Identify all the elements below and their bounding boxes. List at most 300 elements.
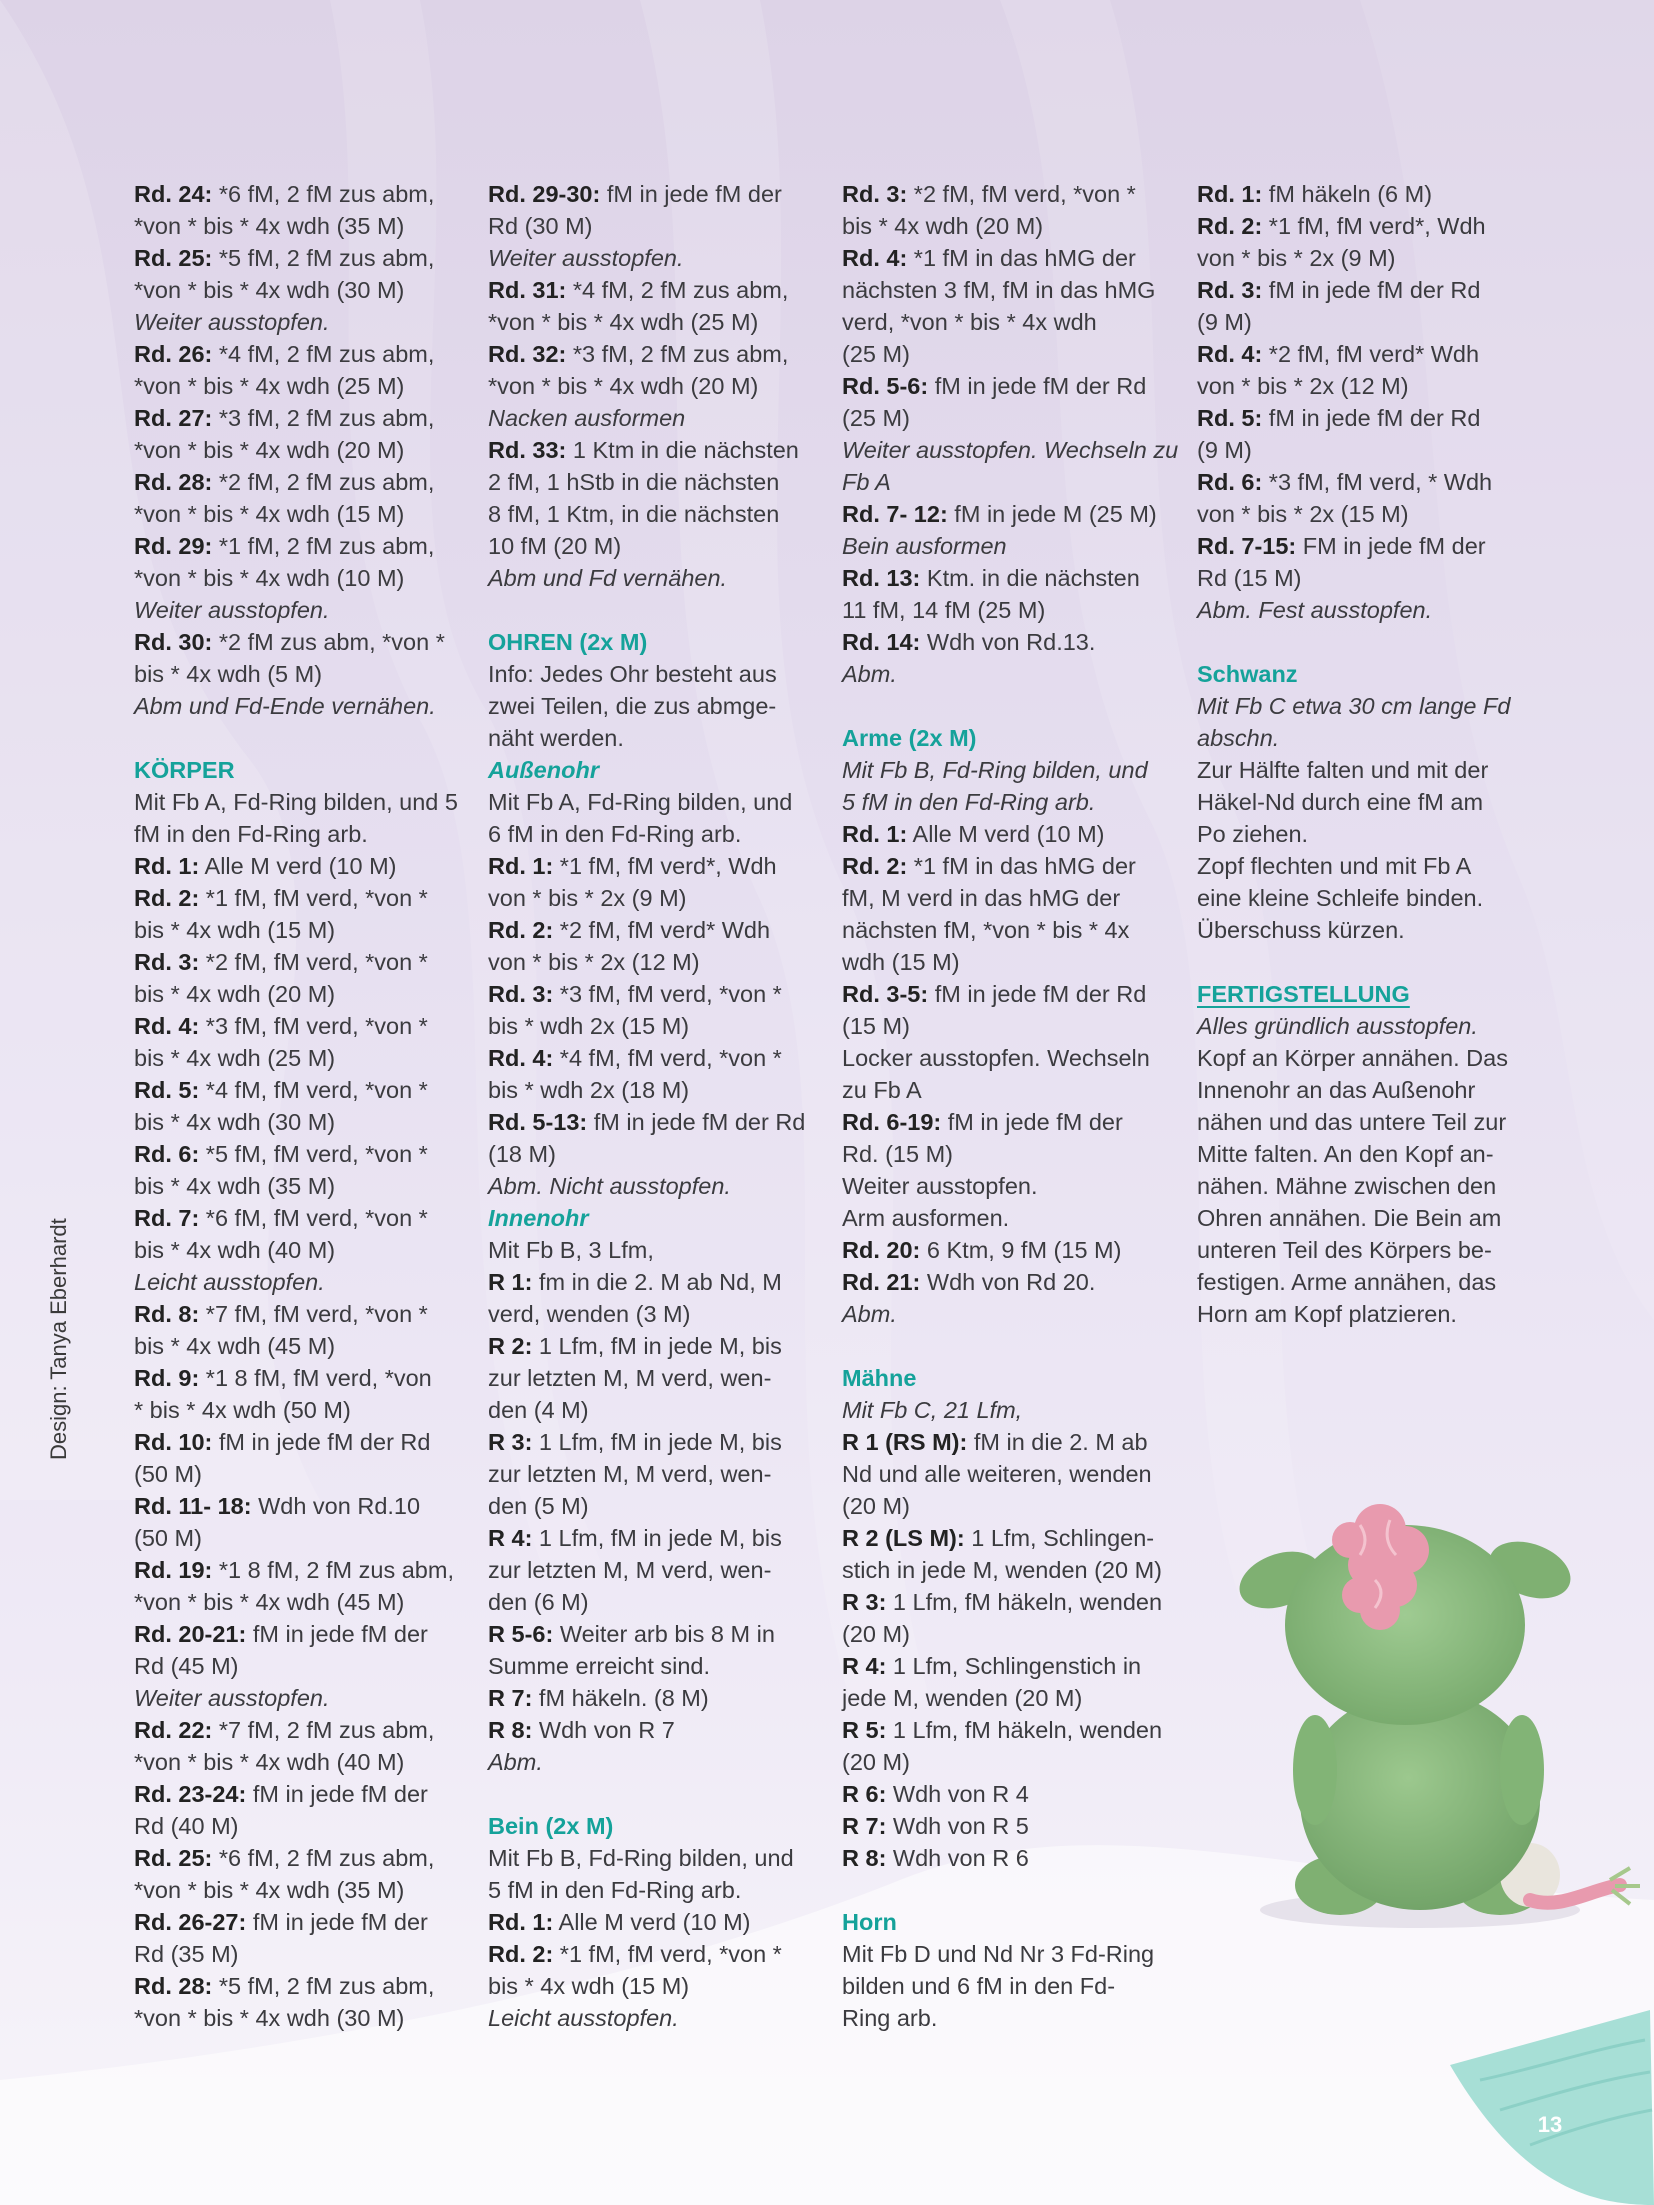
line-text: Weiter ausstopfen. [134,1685,330,1711]
line-text: von * bis * 2x (9 M) [488,885,687,911]
line-text: 1 Lfm, fM in jede M, bis [532,1525,782,1551]
line-text: bis * 4x wdh (5 M) [134,661,323,687]
line-text: Rd (35 M) [134,1941,239,1967]
round-label: Rd. 26: [134,341,213,367]
instruction-line [488,1074,820,1106]
instruction-line [842,1778,1174,1810]
line-text: zwei Teilen, die zus abmge- [488,693,777,719]
section-heading [842,1906,1174,1938]
line-text: abschn. [1197,725,1280,751]
line-text: *1 fM, fM verd*, Wdh [553,853,777,879]
line-text: Alles gründlich ausstopfen. [1197,1013,1478,1039]
line-text: *von * bis * 4x wdh (10 M) [134,565,405,591]
spacer [842,1874,1174,1906]
line-text: 5 fM in den Fd-Ring arb. [488,1877,742,1903]
instruction-line [134,434,466,466]
instruction-line [842,1810,1174,1842]
line-text: bis * 4x wdh (35 M) [134,1173,336,1199]
instruction-line [134,914,466,946]
instruction-line [842,1010,1174,1042]
round-label: Rd. 3: [488,981,554,1007]
instruction-line [134,2002,466,2034]
instruction-line [134,1714,466,1746]
instruction-line [842,818,1174,850]
instruction-column-3 [842,178,1179,2034]
round-label: R 3: [842,1589,887,1615]
line-text: den (5 M) [488,1493,589,1519]
line-text: 1 Ktm in die nächsten [566,437,799,463]
round-label: Rd. 23-24: [134,1781,247,1807]
instruction-line [1197,690,1529,722]
instruction-line [134,818,466,850]
instruction-line [1197,434,1529,466]
line-text: bilden und 6 fM in den Fd- [842,1973,1116,1999]
instruction-line [842,242,1174,274]
line-text: Nd und alle weiteren, wenden [842,1461,1152,1487]
line-text: Ring arb. [842,2005,938,2031]
instruction-line [134,210,466,242]
instruction-line [488,530,820,562]
section-heading [488,1810,820,1842]
instruction-line [134,402,466,434]
line-text: nähen und das untere Teil zur [1197,1109,1507,1135]
instruction-line [1197,850,1529,882]
instruction-line [842,1298,1174,1330]
instruction-line [1197,1234,1529,1266]
instruction-line [134,1010,466,1042]
line-text: bis * wdh 2x (18 M) [488,1077,690,1103]
line-text: fM in jede M (25 M) [947,501,1157,527]
line-text: Weiter arb bis 8 M in [553,1621,775,1647]
round-label: Rd. 2: [1197,213,1263,239]
instruction-line [1197,498,1529,530]
round-label: Rd. 1: [842,821,908,847]
line-text: *2 fM, fM verd* Wdh [553,917,771,943]
line-text: Wdh von R 4 [886,1781,1029,1807]
line-text: FM in jede fM der [1296,533,1486,559]
line-text: Abm. Fest ausstopfen. [1197,597,1433,623]
round-label: Rd. 3: [134,949,200,975]
line-text: *2 fM zus abm, *von * [212,629,445,655]
instruction-line [842,1970,1174,2002]
instruction-column-2 [488,178,820,2034]
line-text: 1 Lfm, fM in jede M, bis [532,1429,782,1455]
round-label: Rd. 26-27: [134,1909,247,1935]
instruction-line [842,466,1174,498]
round-label: Rd. 30: [134,629,213,655]
instruction-line [842,1746,1174,1778]
section-heading [1197,978,1529,1010]
line-text: von * bis * 2x (12 M) [488,949,700,975]
instruction-line [488,498,820,530]
instruction-line [1197,370,1529,402]
round-label: Rd. 7- 12: [842,501,948,527]
line-text: *4 fM, fM verd, *von * [553,1045,782,1071]
line-text: fM in jede fM der Rd [928,981,1147,1007]
line-text: Rd (45 M) [134,1653,239,1679]
line-text: Ktm. in die nächsten [920,565,1140,591]
instruction-line [134,1586,466,1618]
line-text: fM in die 2. M ab [967,1429,1148,1455]
line-text: Schwanz [1197,661,1298,687]
line-text: OHREN (2x M) [488,629,648,655]
section-heading [134,754,466,786]
round-label: Rd. 1: [488,1909,554,1935]
instruction-line [842,946,1174,978]
line-text: *7 fM, 2 fM zus abm, [212,1717,435,1743]
line-text: nähen. Mähne zwischen den [1197,1173,1497,1199]
line-text: *3 fM, fM verd, *von * [553,981,782,1007]
round-label: Rd. 19: [134,1557,213,1583]
round-label: Rd. 29-30: [488,181,601,207]
line-text: Rd (15 M) [1197,565,1302,591]
line-text: *2 fM, fM verd* Wdh [1262,341,1480,367]
instruction-line [488,946,820,978]
round-label: Rd. 8: [134,1301,200,1327]
line-text: Weiter ausstopfen. [134,597,330,623]
section-heading [488,1202,820,1234]
instruction-line [842,1618,1174,1650]
line-text: näht werden. [488,725,624,751]
line-text: Mit Fb D und Nd Nr 3 Fd-Ring [842,1941,1155,1967]
round-label: Rd. 7-15: [1197,533,1297,559]
line-text: (25 M) [842,341,910,367]
line-text: *von * bis * 4x wdh (15 M) [134,501,405,527]
instruction-line [134,1042,466,1074]
line-text: *1 8 fM, fM verd, *von [199,1365,432,1391]
instruction-line [1197,306,1529,338]
round-label: Rd. 25: [134,245,213,271]
instruction-line [842,1682,1174,1714]
instruction-line [1197,1298,1529,1330]
instruction-line [842,1202,1174,1234]
line-text: 1 Lfm, Schlingen- [964,1525,1155,1551]
instruction-line [1197,530,1529,562]
instruction-line [488,1426,820,1458]
instruction-line [842,1138,1174,1170]
line-text: 6 fM in den Fd-Ring arb. [488,821,742,847]
round-label: R 8: [842,1845,887,1871]
instruction-line [842,1458,1174,1490]
line-text: Innenohr [488,1205,589,1231]
line-text: Alle M verd (10 M) [199,853,397,879]
line-text: verd, wenden (3 M) [488,1301,691,1327]
instruction-line [488,1906,820,1938]
instruction-line [488,434,820,466]
instruction-line [1197,882,1529,914]
round-label: R 3: [488,1429,533,1455]
line-text: Häkel-Nd durch eine fM am [1197,789,1484,815]
line-text: fM in jede fM der Rd [928,373,1147,399]
instruction-line [842,1266,1174,1298]
round-label: Rd. 14: [842,629,921,655]
round-label: R 7: [842,1813,887,1839]
line-text: Mit Fb B, Fd-Ring bilden, und [488,1845,794,1871]
round-label: Rd. 5: [1197,405,1263,431]
instruction-line [134,1618,466,1650]
line-text: jede M, wenden (20 M) [842,1685,1083,1711]
round-label: Rd. 28: [134,469,213,495]
instruction-line [842,338,1174,370]
line-text: fM in jede fM der Rd [587,1109,806,1135]
line-text: *6 fM, fM verd, *von * [199,1205,428,1231]
line-text: Überschuss kürzen. [1197,917,1405,943]
instruction-line [1197,402,1529,434]
line-text: *7 fM, fM verd, *von * [199,1301,428,1327]
round-label: Rd. 2: [488,1941,554,1967]
instruction-line [488,274,820,306]
instruction-line [134,1778,466,1810]
instruction-line [1197,722,1529,754]
round-label: R 1 (RS M): [842,1429,968,1455]
instruction-line [1197,466,1529,498]
instruction-line [134,242,466,274]
round-label: Rd. 28: [134,1973,213,1999]
line-text: Po ziehen. [1197,821,1309,847]
instruction-line [1197,1202,1529,1234]
round-label: Rd. 4: [488,1045,554,1071]
line-text: 6 Ktm, 9 fM (15 M) [920,1237,1122,1263]
instruction-line [1197,594,1529,626]
instruction-line [134,1842,466,1874]
line-text: *von * bis * 4x wdh (25 M) [134,373,405,399]
instruction-line [842,658,1174,690]
instruction-line [488,1746,820,1778]
instruction-line [134,274,466,306]
line-text: *von * bis * 4x wdh (45 M) [134,1589,405,1615]
instruction-line [488,978,820,1010]
round-label: Rd. 4: [134,1013,200,1039]
instruction-line [488,466,820,498]
instruction-line [842,402,1174,434]
line-text: *6 fM, 2 fM zus abm, [212,181,435,207]
line-text: *6 fM, 2 fM zus abm, [212,1845,435,1871]
section-heading [842,722,1174,754]
round-label: Rd. 20: [842,1237,921,1263]
line-text: Wdh von Rd 20. [920,1269,1096,1295]
round-label: Rd. 6: [1197,469,1263,495]
instruction-line [488,1842,820,1874]
line-text: *von * bis * 4x wdh (30 M) [134,277,405,303]
line-text: (9 M) [1197,437,1252,463]
line-text: 1 Lfm, fM häkeln, wenden [886,1717,1163,1743]
line-text: 1 Lfm, Schlingenstich in [886,1653,1142,1679]
instruction-line [842,882,1174,914]
instruction-line [134,1746,466,1778]
line-text: *3 fM, 2 fM zus abm, [566,341,789,367]
instruction-line [134,1810,466,1842]
line-text: *1 fM in das hMG der [907,853,1136,879]
line-text: *1 fM, fM verd*, Wdh [1262,213,1486,239]
line-text: Weiter ausstopfen. [488,245,684,271]
line-text: fM häkeln. (8 M) [532,1685,709,1711]
line-text: fm in die 2. M ab Nd, M [532,1269,782,1295]
crochet-unicorn-photo [1230,1490,1650,1960]
line-text: (9 M) [1197,309,1252,335]
line-text: Wdh von R 5 [886,1813,1029,1839]
round-label: R 8: [488,1717,533,1743]
line-text: Zur Hälfte falten und mit der [1197,757,1489,783]
line-text: Wdh von Rd.13. [920,629,1096,655]
round-label: Rd. 25: [134,1845,213,1871]
instruction-line [134,466,466,498]
line-text: *5 fM, 2 fM zus abm, [212,1973,435,1999]
instruction-line [134,1906,466,1938]
line-text: *von * bis * 4x wdh (20 M) [134,437,405,463]
line-text: zur letzten M, M verd, wen- [488,1557,772,1583]
spacer [134,722,466,754]
round-label: Rd. 9: [134,1365,200,1391]
line-text: (18 M) [488,1141,556,1167]
instruction-line [134,594,466,626]
instruction-line [1197,1010,1529,1042]
line-text: Abm. [488,1749,543,1775]
line-text: fM in jede fM der [246,1621,428,1647]
instruction-line [134,1938,466,1970]
round-label: Rd. 13: [842,565,921,591]
round-label: Rd. 1: [134,853,200,879]
instruction-line [842,978,1174,1010]
instruction-line [134,306,466,338]
line-text: *3 fM, fM verd, *von * [199,1013,428,1039]
instruction-line [134,1170,466,1202]
line-text: 8 fM, 1 Ktm, in die nächsten [488,501,780,527]
line-text: zu Fb A [842,1077,922,1103]
instruction-line [134,946,466,978]
round-label: Rd. 5-13: [488,1109,588,1135]
instruction-line [134,1362,466,1394]
line-text: * bis * 4x wdh (50 M) [134,1397,351,1423]
instruction-line [488,1394,820,1426]
line-text: Nacken ausformen [488,405,686,431]
line-text: Mit Fb A, Fd-Ring bilden, und [488,789,793,815]
line-text: fM in jede fM der [600,181,782,207]
line-text: KÖRPER [134,757,235,783]
instruction-line [134,1490,466,1522]
instruction-line [842,2002,1174,2034]
instruction-column-4 [1197,178,1529,1330]
instruction-line [134,498,466,530]
instruction-line [842,178,1174,210]
instruction-line [134,1298,466,1330]
line-text: von * bis * 2x (9 M) [1197,245,1396,271]
instruction-line [842,754,1174,786]
instruction-line [1197,1170,1529,1202]
instruction-line [842,1490,1174,1522]
instruction-line [1197,1106,1529,1138]
instruction-line [1197,818,1529,850]
line-text: Weiter ausstopfen. [134,309,330,335]
instruction-line [134,562,466,594]
instruction-line [1197,786,1529,818]
instruction-line [134,1394,466,1426]
instruction-line [1197,1074,1529,1106]
instruction-line [1197,210,1529,242]
line-text: *2 fM, fM verd, *von * [199,949,428,975]
line-text: bis * 4x wdh (15 M) [134,917,336,943]
line-text: *2 fM, 2 fM zus abm, [212,469,435,495]
instruction-line [842,626,1174,658]
line-text: *5 fM, 2 fM zus abm, [212,245,435,271]
section-heading [488,754,820,786]
line-text: *von * bis * 4x wdh (35 M) [134,1877,405,1903]
instruction-line [842,1106,1174,1138]
instruction-line [134,370,466,402]
instruction-line [1197,1042,1529,1074]
round-label: Rd. 31: [488,277,567,303]
line-text: wdh (15 M) [842,949,960,975]
line-text: *4 fM, 2 fM zus abm, [212,341,435,367]
line-text: Ohren annähen. Die Bein am [1197,1205,1502,1231]
instruction-line [842,1170,1174,1202]
instruction-line [488,370,820,402]
line-text: Weiter ausstopfen. Wechseln zu [842,437,1179,463]
section-heading [842,1362,1174,1394]
round-label: R 2 (LS M): [842,1525,965,1551]
instruction-line [488,1362,820,1394]
instruction-line [842,1426,1174,1458]
line-text: *1 8 fM, 2 fM zus abm, [212,1557,454,1583]
line-text: nächsten 3 fM, fM in das hMG [842,277,1156,303]
section-heading [1197,658,1529,690]
line-text: 11 fM, 14 fM (25 M) [842,597,1046,623]
round-label: R 4: [842,1653,887,1679]
round-label: Rd. 3: [842,181,908,207]
line-text: zur letzten M, M verd, wen- [488,1365,772,1391]
round-label: Rd. 1: [1197,181,1263,207]
line-text: von * bis * 2x (15 M) [1197,501,1409,527]
round-label: Rd. 4: [842,245,908,271]
line-text: Abm. [842,661,897,687]
instruction-line [134,1330,466,1362]
line-text: Zopf flechten und mit Fb A [1197,853,1472,879]
instruction-line [488,1042,820,1074]
line-text: Alle M verd (10 M) [553,1909,751,1935]
round-label: Rd. 22: [134,1717,213,1743]
line-text: Mit Fb C, 21 Lfm, [842,1397,1023,1423]
round-label: R 1: [488,1269,533,1295]
instruction-line [1197,178,1529,210]
instruction-line [1197,914,1529,946]
instruction-line [488,1458,820,1490]
instruction-line [488,1490,820,1522]
instruction-line [488,1586,820,1618]
instruction-line [488,1714,820,1746]
line-text: Abm und Fd-Ende vernähen. [134,693,436,719]
instruction-line [842,210,1174,242]
spacer [1197,626,1529,658]
line-text: Mähne [842,1365,917,1391]
instruction-line [488,402,820,434]
line-text: Innenohr an das Außenohr [1197,1077,1476,1103]
line-text: *1 fM, fM verd, *von * [199,885,428,911]
line-text: den (6 M) [488,1589,589,1615]
spacer [842,690,1174,722]
spacer [488,594,820,626]
line-text: unteren Teil des Körpers be- [1197,1237,1492,1263]
instruction-line [488,1618,820,1650]
instruction-line [842,1938,1174,1970]
instruction-line [134,850,466,882]
line-text: Weiter ausstopfen. [842,1173,1038,1199]
instruction-line [134,1426,466,1458]
instruction-line [488,178,820,210]
corner-decoration [1450,2010,1654,2205]
instruction-line [842,274,1174,306]
line-text: (15 M) [842,1013,910,1039]
line-text: 2 fM, 1 hStb in die nächsten [488,469,780,495]
instruction-line [488,1938,820,1970]
